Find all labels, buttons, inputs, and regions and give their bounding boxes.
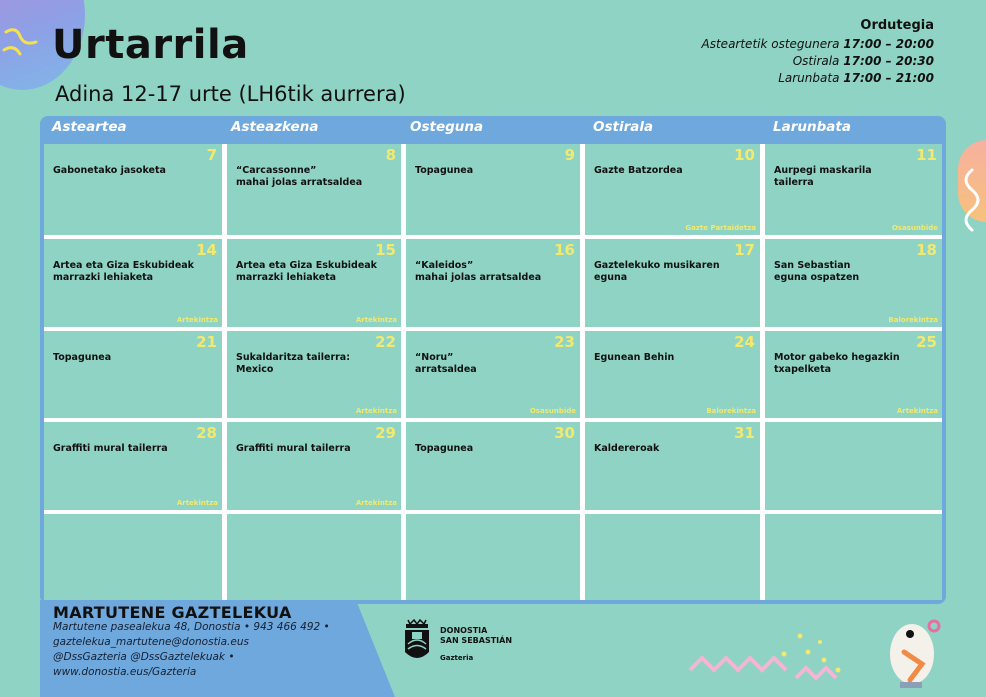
event-title: “Noru” arratsaldea — [415, 352, 477, 375]
page-title: Urtarrila — [52, 22, 249, 68]
day-header: Larunbata — [773, 119, 851, 135]
schedule-row — [702, 70, 934, 87]
calendar-cell — [227, 239, 401, 327]
day-number: 29 — [375, 424, 396, 442]
day-number: 10 — [734, 146, 755, 164]
event-title: San Sebastian eguna ospatzen — [774, 260, 860, 283]
event-category-tag: Osasunbide — [891, 224, 938, 232]
schedule-day: Ostirala — [792, 54, 840, 68]
footer-website[interactable]: www.donostia.eus/Gazteria — [53, 666, 197, 678]
event-title: Topagunea — [415, 165, 474, 176]
city-shield-icon — [402, 618, 432, 668]
calendar-cell — [44, 239, 222, 327]
calendar-cell — [765, 331, 942, 418]
donostia-logo — [402, 618, 532, 674]
calendar-cell — [44, 144, 222, 235]
event-title: Artea eta Giza Eskubideak marrazki lehiaketa — [53, 260, 194, 283]
day-number: 11 — [916, 146, 937, 164]
event-title: “Carcassonne” mahai jolas arratsaldea — [236, 165, 363, 188]
schedule-day: Asteartetik ostegunera — [701, 37, 840, 51]
page-subtitle: Adina 12-17 urte (LH6tik aurrera) — [55, 82, 406, 106]
schedule-time: 17:00 – 20:30 — [843, 54, 934, 68]
day-number: 14 — [196, 241, 217, 259]
day-number: 24 — [734, 333, 755, 351]
day-number: 22 — [375, 333, 396, 351]
schedule-row — [702, 53, 934, 70]
event-category-tag: Osasunbide — [529, 407, 576, 415]
schedule-box — [702, 18, 934, 87]
event-title: Kaldereroak — [594, 443, 660, 454]
calendar-cell — [406, 239, 580, 327]
day-number: 16 — [554, 241, 575, 259]
calendar-cell — [585, 422, 760, 510]
footer-title: MARTUTENE GAZTELEKUA — [53, 603, 292, 622]
day-header: Asteartea — [52, 119, 127, 135]
calendar-cell — [585, 514, 760, 600]
event-title: Graffiti mural tailerra — [53, 443, 168, 454]
logo-line2: SAN SEBASTIÁN — [440, 636, 513, 645]
event-title: Aurpegi maskarila tailerra — [774, 165, 872, 188]
day-number: 17 — [734, 241, 755, 259]
event-title: Gaztelekuko musikaren eguna — [594, 260, 720, 283]
calendar-cell — [227, 514, 401, 600]
day-header: Asteazkena — [231, 119, 319, 135]
event-category-tag: Artekintza — [176, 499, 218, 507]
event-category-tag: Balorekintza — [888, 316, 938, 324]
calendar-cell — [227, 422, 401, 510]
day-number: 21 — [196, 333, 217, 351]
wave-decoration-icon — [958, 168, 986, 238]
calendar-cell — [406, 514, 580, 600]
logo-text — [440, 626, 512, 646]
event-title: Topagunea — [415, 443, 474, 454]
event-title: Topagunea — [53, 352, 112, 363]
event-title: Motor gabeko hegazkin txapelketa — [774, 352, 900, 375]
event-title: Sukaldaritza tailerra: Mexico — [236, 352, 351, 375]
event-title: Graffiti mural tailerra — [236, 443, 351, 454]
calendar-cell — [585, 239, 760, 327]
day-number: 28 — [196, 424, 217, 442]
calendar-cell — [227, 331, 401, 418]
event-category-tag: Artekintza — [355, 499, 397, 507]
calendar-cell — [406, 144, 580, 235]
calendar-cell — [227, 144, 401, 235]
calendar-grid — [44, 144, 942, 600]
footer-email[interactable]: gaztelekua_martutene@donostia.eus — [53, 636, 249, 648]
confetti-decoration-icon — [688, 630, 858, 690]
mascot-character-icon — [880, 612, 950, 694]
calendar-cell — [44, 331, 222, 418]
event-category-tag: Artekintza — [355, 316, 397, 324]
schedule-time: 17:00 – 21:00 — [843, 71, 934, 85]
day-number: 25 — [916, 333, 937, 351]
event-category-tag: Artekintza — [176, 316, 218, 324]
day-number: 31 — [734, 424, 755, 442]
day-number: 18 — [916, 241, 937, 259]
calendar-cell — [406, 331, 580, 418]
day-header: Osteguna — [410, 119, 484, 135]
calendar-cell — [44, 514, 222, 600]
footer-social: @DssGazteria @DssGaztelekuak • — [53, 651, 235, 663]
day-header: Ostirala — [593, 119, 654, 135]
event-title: Egunean Behin — [594, 352, 675, 363]
calendar-cell — [765, 239, 942, 327]
footer-address: Martutene pasealekua 48, Donostia • 943 466 492 • — [53, 621, 330, 633]
calendar-cell — [765, 422, 942, 510]
event-title: “Kaleidos” mahai jolas arratsaldea — [415, 260, 542, 283]
schedule-row — [702, 36, 934, 53]
schedule-time: 17:00 – 20:00 — [843, 37, 934, 51]
calendar-cell — [765, 144, 942, 235]
event-category-tag: Gazte Partaidetza — [685, 224, 756, 232]
calendar-cell — [765, 514, 942, 600]
day-number: 30 — [554, 424, 575, 442]
calendar-cell — [585, 331, 760, 418]
calendar-cell — [585, 144, 760, 235]
squiggle-decoration-icon — [2, 24, 42, 64]
event-category-tag: Artekintza — [355, 407, 397, 415]
schedule-day: Larunbata — [778, 71, 840, 85]
calendar — [40, 116, 946, 604]
event-category-tag: Artekintza — [896, 407, 938, 415]
logo-subtitle: Gazteria — [440, 654, 474, 662]
day-number: 15 — [375, 241, 396, 259]
event-title: Gabonetako jasoketa — [53, 165, 166, 176]
day-number: 9 — [564, 146, 575, 164]
event-category-tag: Balorekintza — [706, 407, 756, 415]
calendar-cell — [44, 422, 222, 510]
event-title: Gazte Batzordea — [594, 165, 683, 176]
calendar-cell — [406, 422, 580, 510]
event-title: Artea eta Giza Eskubideak marrazki lehiaketa — [236, 260, 377, 283]
day-number: 7 — [206, 146, 217, 164]
day-number: 23 — [554, 333, 575, 351]
day-number: 8 — [385, 146, 396, 164]
schedule-title: Ordutegia — [860, 18, 934, 33]
logo-line1: DONOSTIA — [440, 626, 488, 635]
